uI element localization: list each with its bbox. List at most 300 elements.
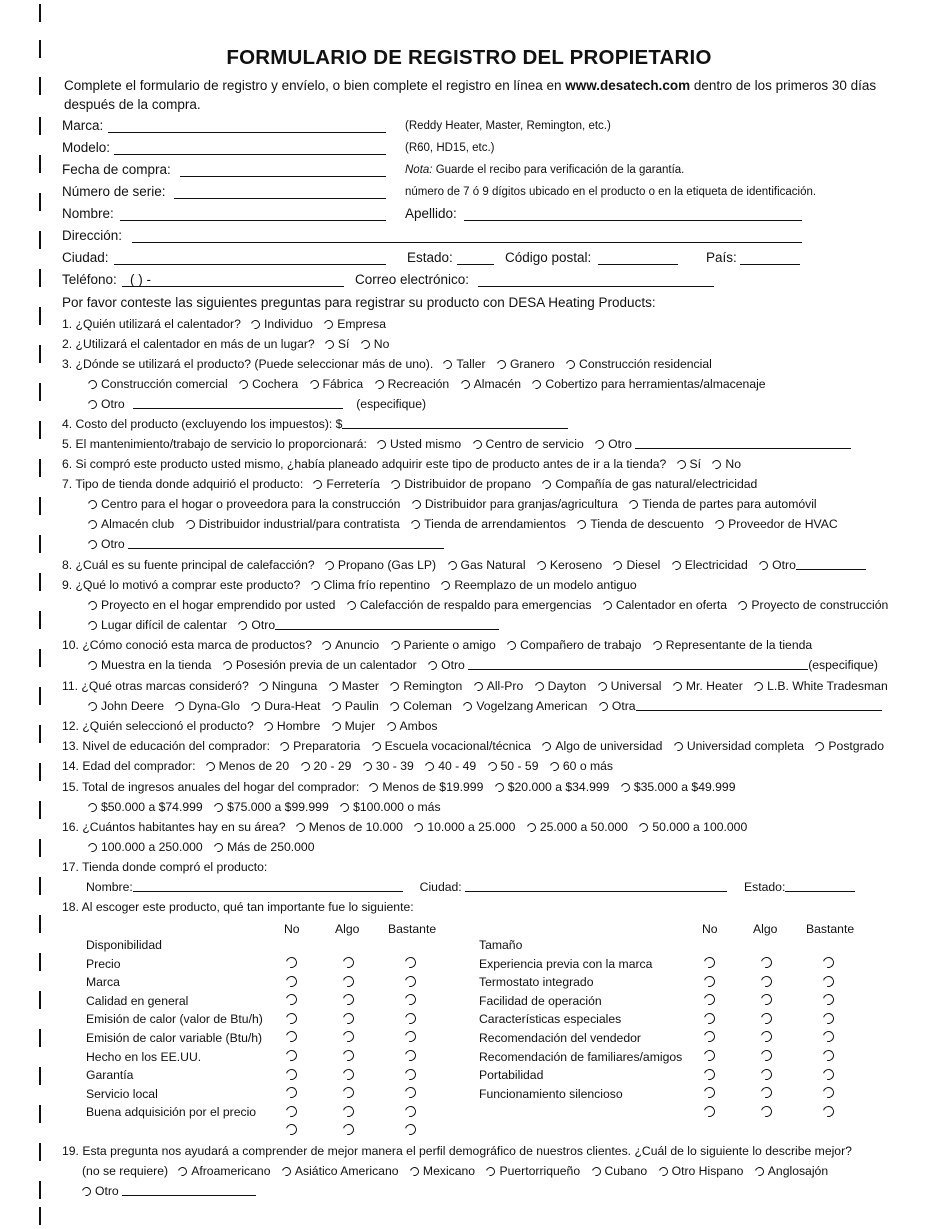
direccion-label: Dirección:	[62, 228, 123, 243]
radio-bubble-icon	[493, 781, 505, 793]
option[interactable]: No	[712, 457, 741, 471]
question-19: 19. Esta pregunta nos ayudará a comprender de mejor manera el perfil demográfico de nuestros clientes. ¿Cuál de lo siguiente lo describe mejor?	[62, 1144, 852, 1158]
no-radio-icon[interactable]	[702, 1104, 717, 1119]
option[interactable]: Tienda de partes para automóvil	[629, 497, 816, 511]
fecha-field[interactable]	[180, 176, 386, 177]
otro-blank[interactable]	[275, 619, 499, 630]
radio-bubble-icon	[330, 720, 342, 732]
option[interactable]: Otro	[759, 558, 796, 572]
radio-bubble-icon	[86, 538, 98, 550]
option[interactable]: Construcción comercial	[88, 377, 228, 391]
option[interactable]: Sí	[677, 457, 702, 471]
otro-blank[interactable]	[635, 438, 851, 449]
option[interactable]: Otro Hispano	[659, 1164, 744, 1178]
option[interactable]: Proveedor de HVAC	[715, 517, 838, 531]
option[interactable]: Universal	[598, 679, 662, 693]
option[interactable]: Afroamericano	[178, 1164, 270, 1178]
apellido-label: Apellido:	[405, 206, 457, 221]
factor-label: Tamaño	[479, 938, 523, 952]
codigo-postal-field[interactable]	[598, 264, 678, 265]
radio-bubble-icon	[486, 760, 498, 772]
radio-bubble-icon	[249, 318, 261, 330]
bastante-radio-icon[interactable]	[821, 955, 836, 970]
option[interactable]: Preparatoria	[280, 739, 360, 753]
option[interactable]: John Deere	[88, 699, 164, 713]
bastante-radio-icon[interactable]	[403, 992, 418, 1007]
otro-blank[interactable]	[122, 1185, 256, 1196]
bastante-radio-icon[interactable]	[821, 1048, 836, 1063]
question-14: 14. Edad del comprador: Menos de 20 20 - 29 30 - 39 40 - 49 50 - 59 60 o más	[62, 759, 614, 773]
radio-bubble-icon	[531, 378, 543, 390]
option[interactable]: Granero	[497, 357, 555, 371]
no-radio-icon[interactable]	[702, 1085, 717, 1100]
telefono-label: Teléfono:	[62, 272, 117, 287]
radio-bubble-icon	[279, 740, 291, 752]
option[interactable]: $100.000 o más	[340, 800, 440, 814]
option[interactable]: No	[361, 337, 390, 351]
radio-bubble-icon	[485, 1165, 497, 1177]
radio-bubble-icon	[221, 659, 233, 671]
no-radio-icon[interactable]	[284, 1122, 299, 1137]
question-7-line-4	[88, 537, 444, 551]
factor-label: Servicio local	[86, 1086, 158, 1101]
modelo-label: Modelo:	[62, 140, 111, 155]
option[interactable]: Algo de universidad	[542, 739, 662, 753]
option[interactable]: Ambos	[387, 719, 438, 733]
question-7: 7. Tipo de tienda donde adquirió el producto: Ferretería Distribuidor de propano Compañía de gas natural/electricidad	[62, 477, 758, 491]
store-city-blank[interactable]	[465, 881, 727, 892]
option[interactable]: Posesión previa de un calentador	[223, 658, 417, 672]
option[interactable]: Otro	[82, 1184, 119, 1198]
option[interactable]: Mujer	[332, 719, 375, 733]
bastante-radio-icon[interactable]	[403, 1011, 418, 1026]
radio-bubble-icon	[86, 659, 98, 671]
radio-bubble-icon	[535, 559, 547, 571]
option[interactable]: Dura-Heat	[251, 699, 320, 713]
option[interactable]: Distribuidor industrial/para contratista	[186, 517, 400, 531]
question-5: 5. El mantenimiento/trabajo de servicio lo proporcionará: Usted mismo Centro de servicio Otro	[62, 437, 851, 451]
marca-field[interactable]	[108, 132, 386, 133]
option[interactable]: Anuncio	[322, 638, 379, 652]
codigo-postal-label: Código postal:	[505, 250, 592, 265]
estado-label: Estado:	[407, 250, 453, 265]
radio-bubble-icon	[413, 821, 425, 833]
radio-bubble-icon	[533, 680, 545, 692]
radio-bubble-icon	[462, 700, 474, 712]
option[interactable]: Muestra en la tienda	[88, 658, 211, 672]
marca-note: (Reddy Heater, Master, Remington, etc.)	[405, 120, 611, 132]
option[interactable]: Calentador en oferta	[603, 598, 727, 612]
algo-radio-icon[interactable]	[759, 1104, 774, 1119]
option[interactable]: Menos de $19.999	[369, 780, 483, 794]
option[interactable]: Individuo	[251, 317, 313, 331]
option[interactable]: Dayton	[535, 679, 587, 693]
radio-bubble-icon	[576, 518, 588, 530]
radio-bubble-icon	[368, 781, 380, 793]
otro-blank[interactable]	[133, 398, 343, 409]
option[interactable]: Puertorriqueño	[486, 1164, 580, 1178]
option[interactable]: Pariente o amigo	[391, 638, 496, 652]
bastante-radio-icon[interactable]	[403, 1085, 418, 1100]
radio-bubble-icon	[612, 559, 624, 571]
radio-bubble-icon	[294, 821, 306, 833]
option[interactable]: Distribuidor de propano	[391, 477, 531, 491]
option[interactable]: Otro	[428, 658, 465, 672]
radio-bubble-icon	[177, 1165, 189, 1177]
option[interactable]: Postgrado	[815, 739, 884, 753]
option[interactable]: Keroseno	[537, 558, 602, 572]
factor-label: Características especiales	[479, 1012, 622, 1027]
radio-bubble-icon	[525, 821, 537, 833]
header-algo: Algo	[335, 922, 360, 936]
question-18: 18. Al escoger este producto, qué tan importante fue lo siguiente:	[62, 900, 414, 914]
no-radio-icon[interactable]	[284, 1011, 299, 1026]
radio-bubble-icon	[541, 740, 553, 752]
option[interactable]: Coleman	[390, 699, 452, 713]
radio-bubble-icon	[257, 680, 269, 692]
algo-radio-icon[interactable]	[341, 1104, 356, 1119]
option[interactable]: Electricidad	[672, 558, 748, 572]
store-name-blank[interactable]	[133, 881, 403, 892]
option[interactable]: Propano (Gas LP)	[325, 558, 436, 572]
radio-bubble-icon	[345, 599, 357, 611]
question-19-line-2: (no se requiere) Afroamericano Asiático Americano Mexicano Puertorriqueño Cubano Otro Hispano Anglosajón	[82, 1164, 829, 1178]
serie-field[interactable]	[174, 198, 386, 199]
radio-bubble-icon	[370, 740, 382, 752]
algo-radio-icon[interactable]	[759, 955, 774, 970]
radio-bubble-icon	[651, 639, 663, 651]
factor-label: Experiencia previa con la marca	[479, 956, 653, 971]
store-state-blank[interactable]	[785, 881, 855, 892]
otro-blank[interactable]	[636, 700, 882, 711]
radio-bubble-icon	[670, 559, 682, 571]
survey-intro: Por favor conteste las siguientes preguntas para registrar su producto con DESA Heating Products:	[62, 295, 656, 310]
no-radio-icon[interactable]	[702, 1011, 717, 1026]
option[interactable]: Cobertizo para herramientas/almacenaje	[532, 377, 765, 391]
radio-bubble-icon	[373, 378, 385, 390]
radio-bubble-icon	[86, 841, 98, 853]
radio-bubble-icon	[299, 760, 311, 772]
question-15: 15. Total de ingresos anuales del hogar del comprador: Menos de $19.999 $20.000 a $34.999 $35.000 a $49.999	[62, 780, 736, 794]
no-radio-icon[interactable]	[284, 1067, 299, 1082]
algo-radio-icon[interactable]	[341, 1048, 356, 1063]
algo-radio-icon[interactable]	[759, 1085, 774, 1100]
option[interactable]: 50 - 59	[488, 759, 539, 773]
radio-bubble-icon	[711, 458, 723, 470]
option[interactable]: Otro	[595, 437, 632, 451]
bastante-radio-icon[interactable]	[821, 1011, 836, 1026]
radio-bubble-icon	[237, 378, 249, 390]
option[interactable]: Gas Natural	[448, 558, 526, 572]
factor-label: Disponibilidad	[86, 938, 162, 952]
question-3-line-3: Otro (especifique)	[88, 397, 426, 411]
factor-label: Hecho en los EE.UU.	[86, 1049, 202, 1064]
algo-radio-icon[interactable]	[341, 1085, 356, 1100]
question-16: 16. ¿Cuántos habitantes hay en su área? Menos de 10.000 10.000 a 25.000 25.000 a 50.000 50.000 a 100.000	[62, 820, 748, 834]
radio-bubble-icon	[312, 478, 324, 490]
option[interactable]: Empresa	[324, 317, 386, 331]
algo-radio-icon[interactable]	[341, 1122, 356, 1137]
option[interactable]: Diesel	[613, 558, 660, 572]
algo-radio-icon[interactable]	[341, 1067, 356, 1082]
radio-bubble-icon	[323, 318, 335, 330]
question-17: 17. Tienda donde compró el producto:	[62, 860, 268, 874]
radio-bubble-icon	[672, 740, 684, 752]
radio-bubble-icon	[601, 599, 613, 611]
option[interactable]: Anglosajón	[755, 1164, 828, 1178]
radio-bubble-icon	[86, 599, 98, 611]
option[interactable]: Sí	[325, 337, 350, 351]
option[interactable]: Paulin	[332, 699, 379, 713]
radio-bubble-icon	[86, 801, 98, 813]
option[interactable]: Vogelzang American	[463, 699, 587, 713]
no-radio-icon[interactable]	[284, 992, 299, 1007]
no-radio-icon[interactable]	[284, 974, 299, 989]
bastante-radio-icon[interactable]	[403, 1029, 418, 1044]
modelo-note: (R60, HD15, etc.)	[405, 142, 495, 154]
option[interactable]: Almacén	[461, 377, 521, 391]
pais-field[interactable]	[740, 264, 800, 265]
option[interactable]: Otro	[88, 397, 125, 411]
option[interactable]: Master	[329, 679, 379, 693]
fecha-note: Nota: Guarde el recibo para verificación de la garantía.	[405, 164, 685, 176]
option[interactable]: Cubano	[592, 1164, 648, 1178]
radio-bubble-icon	[541, 478, 553, 490]
bastante-radio-icon[interactable]	[821, 1085, 836, 1100]
radio-bubble-icon	[675, 458, 687, 470]
algo-radio-icon[interactable]	[759, 992, 774, 1007]
option[interactable]: Otro	[238, 618, 275, 632]
option[interactable]: Escuela vocacional/técnica	[372, 739, 531, 753]
bastante-radio-icon[interactable]	[821, 992, 836, 1007]
direccion-field[interactable]	[132, 242, 802, 243]
telefono-field[interactable]	[122, 286, 344, 287]
option[interactable]: Menos de 10.000	[296, 820, 403, 834]
option[interactable]: 20 - 29	[301, 759, 352, 773]
no-radio-icon[interactable]	[702, 1029, 717, 1044]
no-radio-icon[interactable]	[284, 1048, 299, 1063]
question-19-line-3	[82, 1184, 256, 1198]
factor-label: Portabilidad	[479, 1068, 544, 1083]
factor-label: Recomendación del vendedor	[479, 1031, 641, 1045]
no-radio-icon[interactable]	[284, 955, 299, 970]
pais-label: País:	[706, 250, 737, 265]
option[interactable]: 25.000 a 50.000	[527, 820, 628, 834]
option[interactable]: Construcción residencial	[566, 357, 712, 371]
question-9-line-3	[88, 618, 499, 632]
radio-bubble-icon	[212, 841, 224, 853]
otro-blank[interactable]	[468, 659, 808, 670]
bastante-radio-icon[interactable]	[821, 1104, 836, 1119]
otro-blank[interactable]	[128, 538, 444, 549]
bastante-radio-icon[interactable]	[403, 1048, 418, 1063]
option[interactable]: $75.000 a $99.999	[214, 800, 329, 814]
radio-bubble-icon	[338, 801, 350, 813]
question-9: 9. ¿Qué lo motivó a comprar este producto? Clima frío repentino Reemplazo de un modelo antiguo	[62, 578, 637, 592]
option[interactable]: Universidad completa	[674, 739, 804, 753]
bastante-radio-icon[interactable]	[403, 955, 418, 970]
question-11-line-2	[88, 699, 882, 713]
option[interactable]: Fábrica	[310, 377, 364, 391]
radio-bubble-icon	[459, 378, 471, 390]
bastante-radio-icon[interactable]	[403, 1104, 418, 1119]
option[interactable]: Remington	[390, 679, 462, 693]
option[interactable]: Proyecto de construcción	[738, 598, 888, 612]
option[interactable]: L.B. White Tradesman	[754, 679, 888, 693]
option[interactable]: Clima frío repentino	[311, 578, 430, 592]
no-radio-icon[interactable]	[284, 1029, 299, 1044]
option[interactable]: Centro de servicio	[473, 437, 584, 451]
factor-label: Calidad en general	[86, 993, 189, 1008]
option[interactable]: All-Pro	[474, 679, 524, 693]
radio-bubble-icon	[440, 579, 452, 591]
option[interactable]: Calefacción de respaldo para emergencias	[347, 598, 592, 612]
radio-bubble-icon	[814, 740, 826, 752]
option[interactable]: Más de 250.000	[214, 840, 314, 854]
option[interactable]: Usted mismo	[377, 437, 461, 451]
option[interactable]: Ninguna	[259, 679, 317, 693]
question-6: 6. Si compró este producto usted mismo, ¿había planeado adquirir este tipo de producto antes de ir a la tienda? Sí No	[62, 457, 741, 471]
modelo-field[interactable]	[114, 154, 386, 155]
question-11: 11. ¿Qué otras marcas consideró? Ninguna Master Remington All-Pro Dayton Universal Mr. Heater L.B. White Tradesman	[62, 679, 888, 693]
radio-bubble-icon	[250, 700, 262, 712]
radio-bubble-icon	[426, 659, 438, 671]
nombre-field[interactable]	[120, 220, 386, 221]
algo-radio-icon[interactable]	[341, 955, 356, 970]
bastante-radio-icon[interactable]	[403, 974, 418, 989]
factor-label: Buena adquisición por el precio	[86, 1105, 257, 1120]
no-radio-icon[interactable]	[284, 1104, 299, 1119]
question-3-line-2	[88, 377, 774, 391]
website-link[interactable]: www.desatech.com	[565, 78, 691, 93]
algo-radio-icon[interactable]	[759, 1029, 774, 1044]
no-radio-icon[interactable]	[284, 1085, 299, 1100]
radio-bubble-icon	[86, 619, 98, 631]
bastante-radio-icon[interactable]	[403, 1122, 418, 1137]
estado-field[interactable]	[457, 264, 494, 265]
option[interactable]: Otro	[88, 537, 125, 551]
algo-radio-icon[interactable]	[341, 1029, 356, 1044]
radio-bubble-icon	[174, 700, 186, 712]
apellido-field[interactable]	[464, 220, 802, 221]
otro-blank[interactable]	[796, 559, 866, 570]
option[interactable]: $20.000 a $34.999	[495, 780, 610, 794]
no-radio-icon[interactable]	[702, 955, 717, 970]
radio-bubble-icon	[262, 720, 274, 732]
factor-label: Recomendación de familiares/amigos	[479, 1049, 683, 1064]
question-10-line-2: Muestra en la tienda Posesión previa de un calentador Otro (especifique)	[88, 658, 878, 672]
option[interactable]: Lugar difícil de calentar	[88, 618, 227, 632]
option[interactable]: Recreación	[375, 377, 450, 391]
radio-bubble-icon	[628, 498, 640, 510]
option[interactable]: 10.000 a 25.000	[414, 820, 515, 834]
option[interactable]: $35.000 a $49.999	[621, 780, 736, 794]
header-no: No	[702, 922, 718, 936]
intro-text: Complete el formulario de registro y envíelo, o bien complete el registro en línea en www.desatech.com dentro de los primeros 30 días después de la compra.	[64, 78, 877, 112]
fecha-label: Fecha de compra:	[62, 162, 171, 177]
algo-radio-icon[interactable]	[341, 992, 356, 1007]
option[interactable]: Almacén club	[88, 517, 174, 531]
radio-bubble-icon	[638, 821, 650, 833]
option[interactable]: Reemplazo de un modelo antiguo	[441, 578, 636, 592]
option[interactable]: 50.000 a 100.000	[639, 820, 747, 834]
option[interactable]: Cochera	[239, 377, 298, 391]
algo-radio-icon[interactable]	[341, 974, 356, 989]
option[interactable]: Centro para el hogar o proveedora para la construcción	[88, 497, 400, 511]
bastante-radio-icon[interactable]	[821, 1029, 836, 1044]
no-radio-icon[interactable]	[702, 1048, 717, 1063]
option[interactable]: Tienda de descuento	[577, 517, 703, 531]
cost-blank[interactable]	[342, 418, 568, 429]
option[interactable]: 60 o más	[550, 759, 613, 773]
option[interactable]: Dyna-Glo	[175, 699, 239, 713]
option[interactable]: Taller	[443, 357, 485, 371]
option[interactable]: $50.000 a $74.999	[88, 800, 203, 814]
no-radio-icon[interactable]	[702, 1067, 717, 1082]
radio-bubble-icon	[619, 781, 631, 793]
no-radio-icon[interactable]	[702, 974, 717, 989]
option[interactable]: Representante de la tienda	[653, 638, 812, 652]
radio-bubble-icon	[321, 639, 333, 651]
factor-label: Marca	[86, 975, 120, 990]
no-radio-icon[interactable]	[702, 992, 717, 1007]
radio-bubble-icon	[597, 700, 609, 712]
bastante-radio-icon[interactable]	[821, 1067, 836, 1082]
option[interactable]: 30 - 39	[363, 759, 414, 773]
algo-radio-icon[interactable]	[759, 1011, 774, 1026]
option[interactable]: Mexicano	[410, 1164, 475, 1178]
bastante-radio-icon[interactable]	[403, 1067, 418, 1082]
option[interactable]: Ferretería	[313, 477, 380, 491]
factor-label: Emisión de calor (valor de Btu/h)	[86, 1012, 263, 1027]
option[interactable]: Distribuidor para granjas/agricultura	[412, 497, 618, 511]
question-7-line-3	[88, 517, 846, 531]
option[interactable]: Otra	[599, 699, 636, 713]
question-17-fields: Nombre: Ciudad: Estado:	[86, 880, 855, 894]
radio-bubble-icon	[80, 1185, 92, 1197]
radio-bubble-icon	[408, 1165, 420, 1177]
algo-radio-icon[interactable]	[341, 1011, 356, 1026]
option[interactable]: Hombre	[264, 719, 320, 733]
bastante-radio-icon[interactable]	[821, 974, 836, 989]
option[interactable]: Tienda de arrendamientos	[411, 517, 566, 531]
radio-bubble-icon	[86, 518, 98, 530]
radio-bubble-icon	[86, 398, 98, 410]
radio-bubble-icon	[596, 680, 608, 692]
option[interactable]: Menos de 20	[206, 759, 289, 773]
option[interactable]: 100.000 a 250.000	[88, 840, 203, 854]
radio-bubble-icon	[280, 1165, 292, 1177]
option[interactable]: 40 - 49	[425, 759, 476, 773]
option[interactable]: Compañero de trabajo	[507, 638, 641, 652]
factor-label: Garantía	[86, 1068, 134, 1083]
radio-bubble-icon	[753, 680, 765, 692]
algo-radio-icon[interactable]	[759, 1048, 774, 1063]
header-no: No	[284, 922, 300, 936]
algo-radio-icon[interactable]	[759, 974, 774, 989]
radio-bubble-icon	[86, 700, 98, 712]
ciudad-field[interactable]	[114, 264, 386, 265]
radio-bubble-icon	[212, 801, 224, 813]
option[interactable]: Proyecto en el hogar emprendido por usted	[88, 598, 335, 612]
option[interactable]: Compañía de gas natural/electricidad	[542, 477, 757, 491]
algo-radio-icon[interactable]	[759, 1067, 774, 1082]
option[interactable]: Mr. Heater	[673, 679, 743, 693]
factor-label: Emisión de calor variable (Btu/h)	[86, 1031, 263, 1045]
correo-field[interactable]	[478, 286, 714, 287]
radio-bubble-icon	[390, 478, 402, 490]
option[interactable]: Asiático Americano	[282, 1164, 399, 1178]
